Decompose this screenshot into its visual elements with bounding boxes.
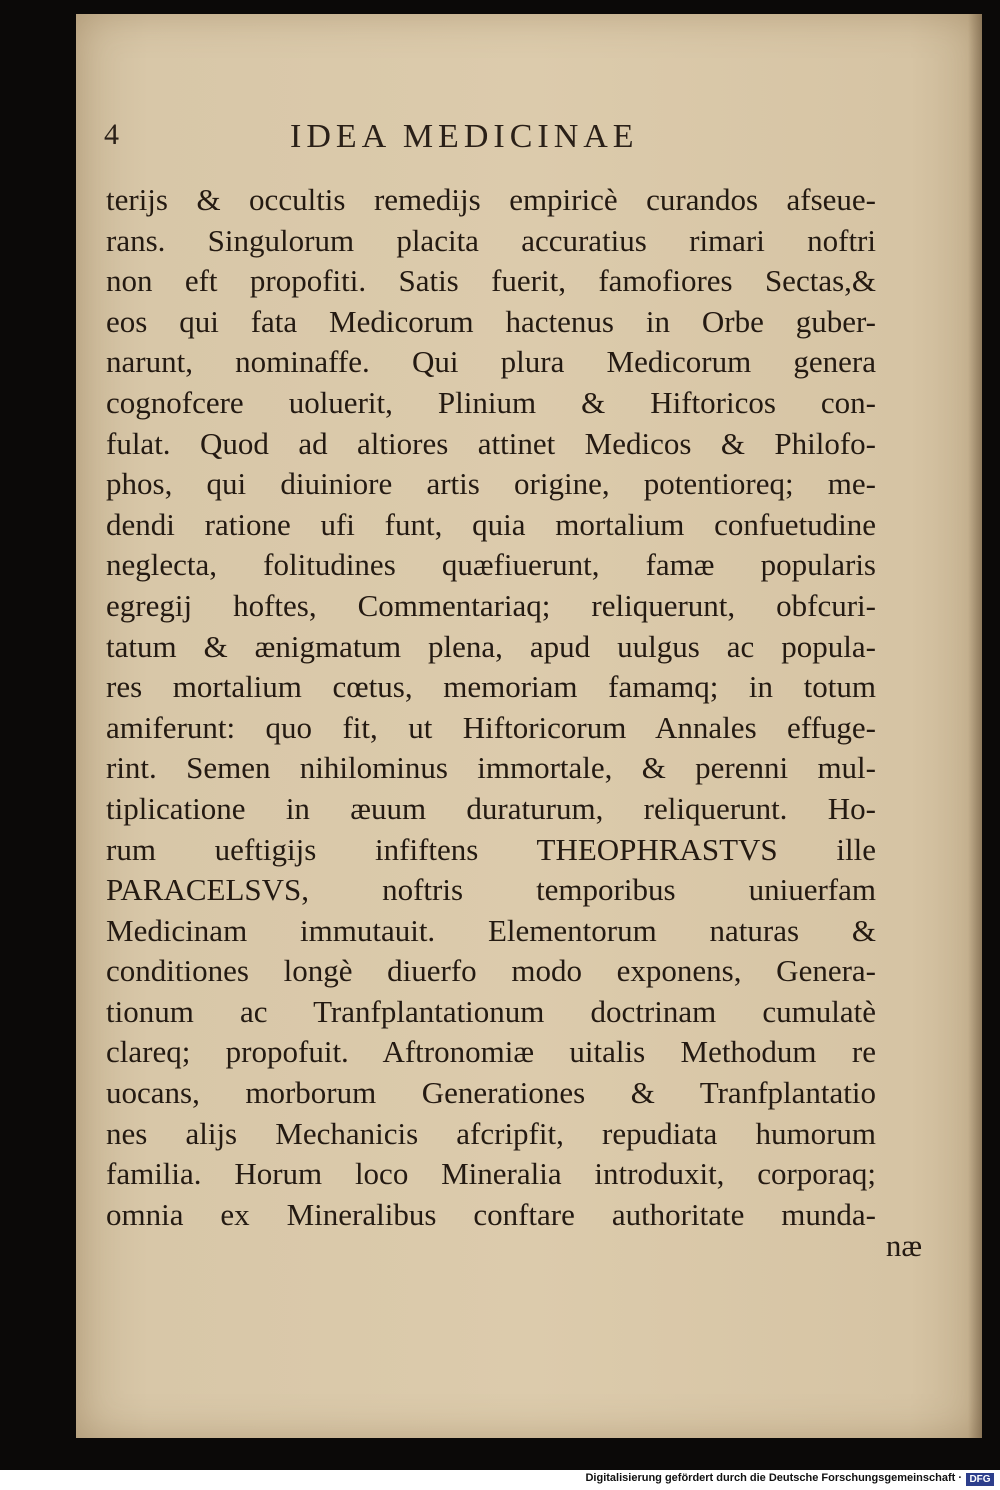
text-line: tiplicatione in æuum duraturum, reliquerunt. Ho- [106,790,876,826]
footer-bar [0,1470,1000,1490]
text-line: omnia ex Mineralibus conftare authoritate munda- [106,1196,876,1232]
text-line: phos, qui diuiniore artis origine, potentioreq; me- [106,466,876,502]
running-head [104,118,804,168]
text-line: tionum ac Tranfplantationum doctrinam cumulatè [106,993,876,1029]
text-line: PARACELSVS, noftris temporibus uniuerfam [106,872,876,908]
text-line: rum ueftigijs infiftens THEOPHRASTVS ille [106,831,876,867]
text-line: res mortalium cœtus, memoriam famamq; in totum [106,669,876,705]
text-line: rint. Semen nihilominus immortale, & perenni mul- [106,750,876,786]
running-head-title: IDEA MEDICINAE [290,118,639,155]
footer-credit: Digitalisierung gefördert durch die Deutsche Forschungsgemeinschaft · [585,1472,962,1484]
page-number: 4 [104,118,119,151]
text-line: uocans, morborum Generationes & Tranfplantatio [106,1075,876,1111]
text-line: narunt, nominaffe. Qui plura Medicorum genera [106,344,876,380]
page-edge-shadow [968,14,982,1438]
text-line: non eft propofiti. Satis fuerit, famofiores Sectas,& [106,263,876,299]
text-line: neglecta, folitudines quæfiuerunt, famæ popularis [106,547,876,583]
text-line: dendi ratione ufi funt, quia mortalium confuetudine [106,506,876,542]
text-line: terijs & occultis remedijs empiricè curandos afseue- [106,182,876,217]
text-line: amiferunt: quo fit, ut Hiftoricorum Annales effuge- [106,709,876,745]
dfg-logo: DFG [966,1473,994,1486]
text-line: familia. Horum loco Mineralia introduxit, corporaq; [106,1156,876,1192]
text-line: clareq; propofuit. Aftronomiæ uitalis Methodum re [106,1034,876,1070]
text-line: cognofcere uoluerit, Plinium & Hiftoricos con- [106,384,876,420]
catchword: næ [885,1228,922,1263]
text-line: eos qui fata Medicorum hactenus in Orbe guber- [106,303,876,339]
body-text [106,180,876,1235]
text-line: conditiones longè diuerfo modo exponens, Genera- [106,953,876,989]
text-line: nes alijs Mechanicis afcripfit, repudiata humorum [106,1115,876,1151]
text-line: egregij hoftes, Commentariaq; reliquerunt, obfcuri- [106,587,876,623]
text-line: Medicinam immutauit. Elementorum naturas & [106,912,876,948]
text-line: rans. Singulorum placita accuratius rimari noftri [106,222,876,258]
text-line: tatum & ænigmatum plena, apud uulgus ac popula- [106,628,876,664]
text-line: fulat. Quod ad altiores attinet Medicos & Philofo- [106,425,876,461]
